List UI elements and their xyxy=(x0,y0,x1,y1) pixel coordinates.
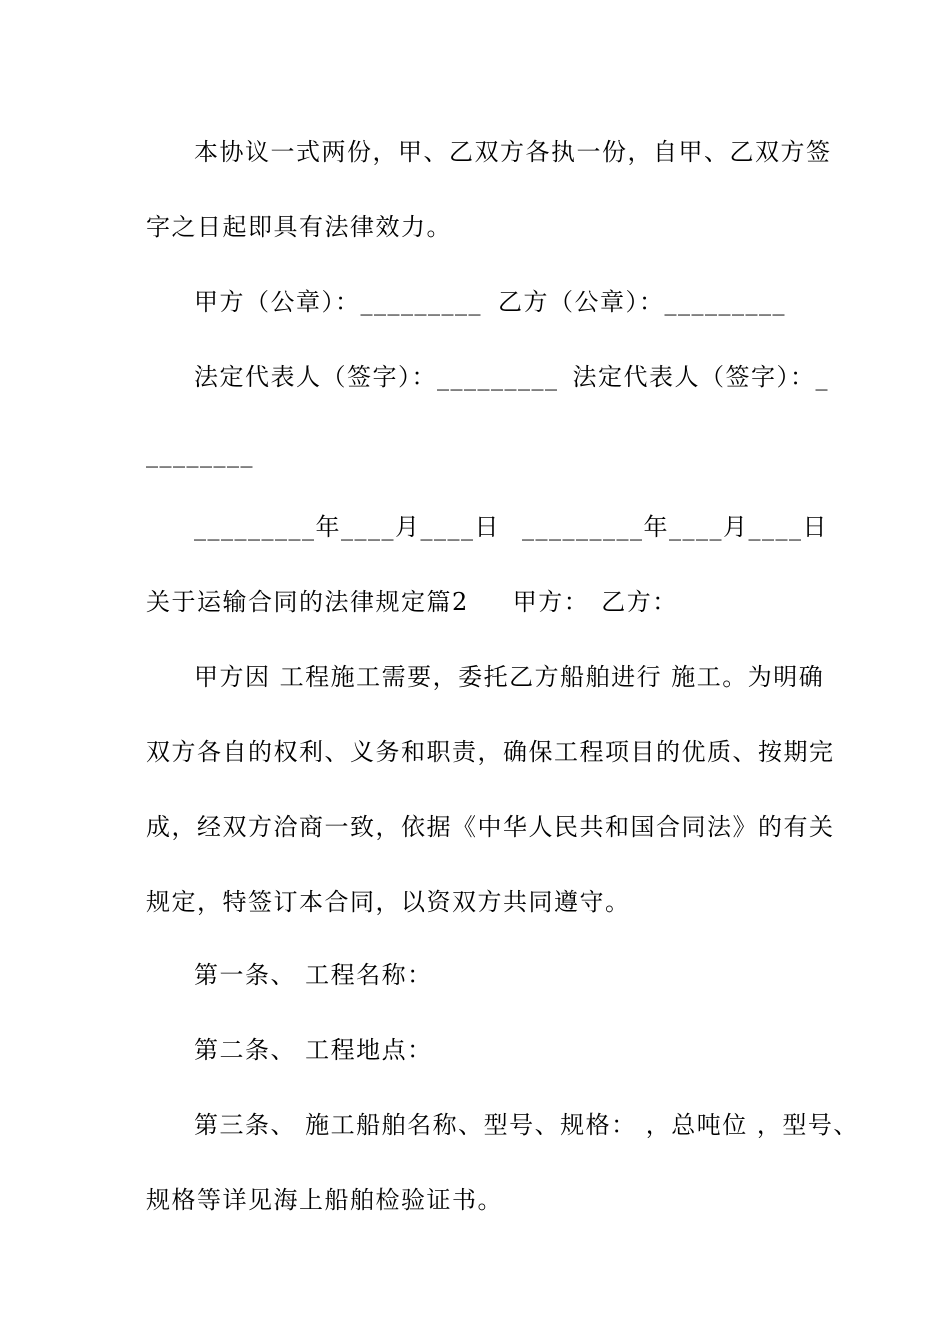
party-a-label: 甲方： xyxy=(512,588,590,616)
paragraph-intro-line-4: 规定，特签订本合同，以资双方共同遵守。 xyxy=(146,888,631,916)
party-b-date-field: _________年____月____日 xyxy=(522,513,828,541)
date-line xyxy=(194,510,828,544)
paragraph-intro-line-3: 成，经双方洽商一致，依据《中华人民共和国合同法》的有关 xyxy=(146,813,835,841)
party-b-representative-field: 法定代表人（签字）：_ xyxy=(572,363,829,391)
party-b-seal-field: 乙方（公章）：_________ xyxy=(498,288,786,316)
article-1: 第一条、 工程名称： xyxy=(194,961,433,989)
paragraph-intro-line-1: 甲方因 工程施工需要，委托乙方船舶进行 施工。为明确 xyxy=(194,663,825,691)
seal-line xyxy=(194,285,811,319)
party-a-representative-field: 法定代表人（签字）：_________ xyxy=(194,363,559,391)
section-title-line xyxy=(146,585,811,619)
paragraph-agreement-line-1: 本协议一式两份，甲、乙双方各执一份，自甲、乙双方签 xyxy=(194,138,832,166)
party-a-date-field: _________年____月____日 xyxy=(194,513,500,541)
article-3-line-1: 第三条、 施工船舶名称、型号、规格： ，总吨位 ，型号、 xyxy=(194,1111,859,1139)
representative-line-continued: ________ xyxy=(146,440,254,468)
representative-line xyxy=(194,360,829,394)
section-title: 关于运输合同的法律规定篇2 xyxy=(146,588,469,616)
paragraph-agreement-line-2: 字之日起即具有法律效力。 xyxy=(146,213,452,241)
article-2: 第二条、 工程地点： xyxy=(194,1036,433,1064)
paragraph-intro-line-2: 双方各自的权利、义务和职责，确保工程项目的优质、按期完 xyxy=(146,738,835,766)
party-a-seal-field: 甲方（公章）：_________ xyxy=(194,288,482,316)
party-b-label: 乙方： xyxy=(601,588,678,616)
article-3-line-2: 规格等详见海上船舶检验证书。 xyxy=(146,1186,503,1214)
